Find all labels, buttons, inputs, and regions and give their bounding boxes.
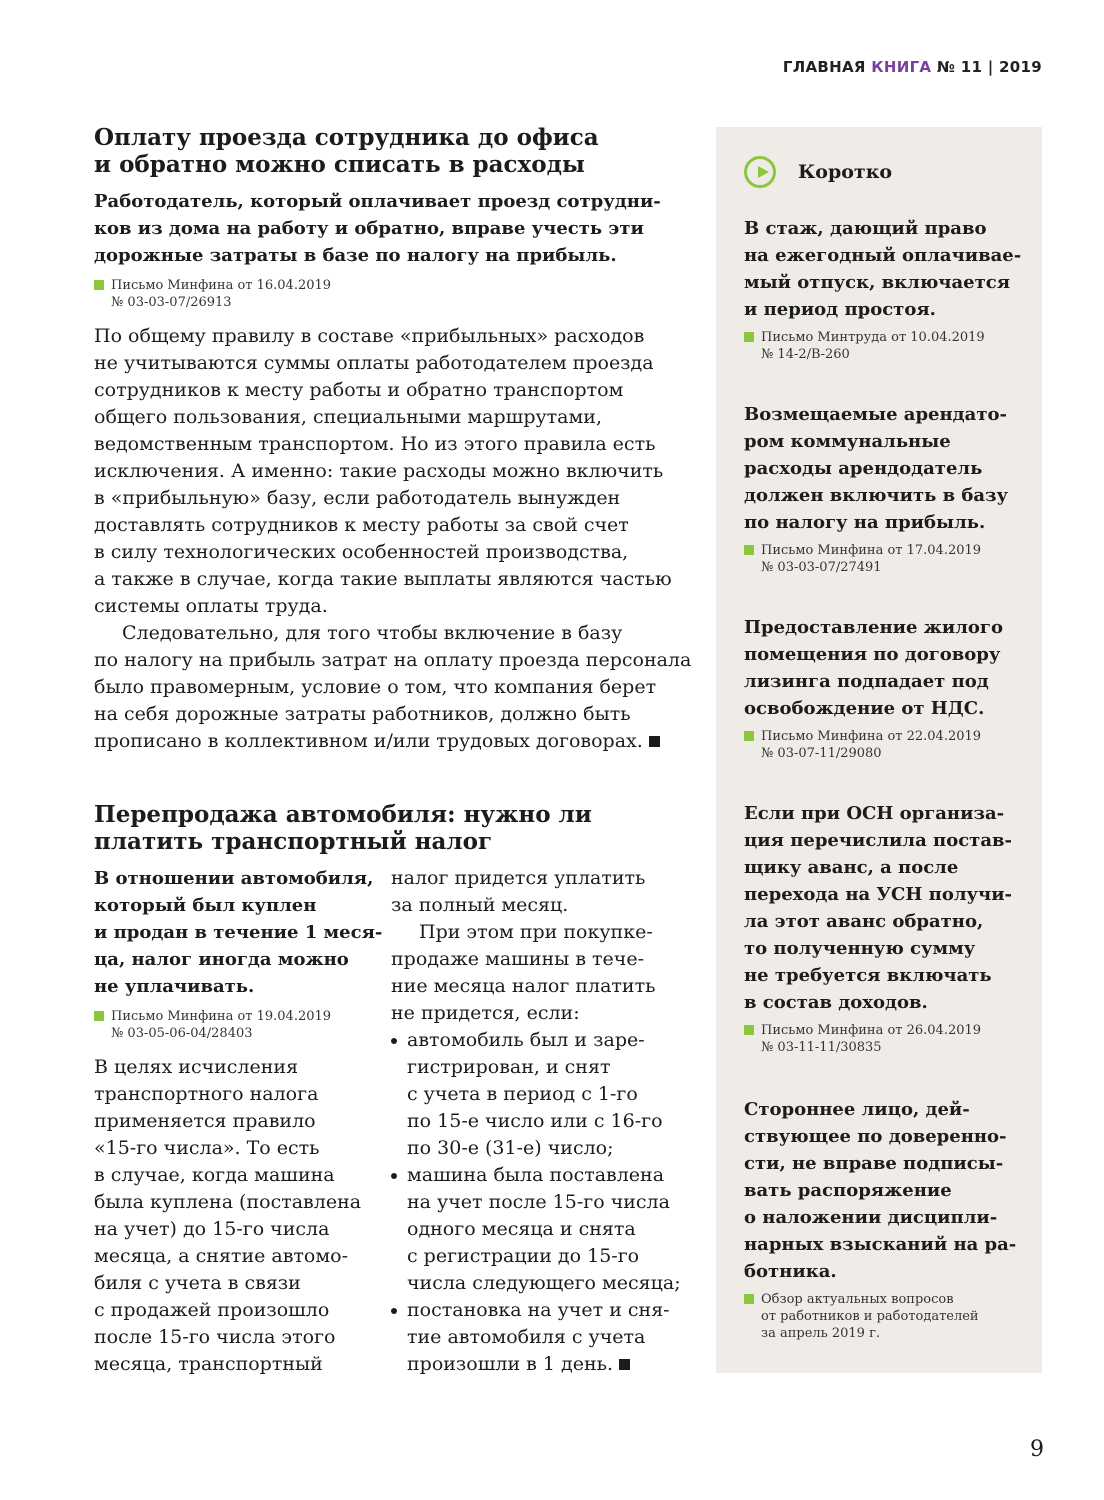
bullet-square-icon bbox=[94, 1011, 104, 1021]
article1-lead: Работодатель, который оплачивает проезд сотрудни- ков из дома на работу и обратно, вправе учесть эти дорожные затраты в базе по налогу на прибыль. bbox=[94, 191, 661, 266]
bullet-square-icon bbox=[94, 280, 104, 290]
article1-source: Письмо Минфина от 16.04.2019 № 03-03-07/26913 bbox=[94, 277, 331, 311]
brief-item: Возмещаемые арендато- ром коммунальные расходы арендодатель должен включить в базу по налогу на прибыль. Письмо Минфина от 17.04.2019 № 03-03-07/27491 bbox=[744, 401, 1034, 576]
list-item: постановка на учет и сня- тие автомобиля с учета произошли в 1 день. bbox=[391, 1297, 681, 1378]
end-of-article-icon bbox=[619, 1359, 630, 1370]
brief-sidebar bbox=[716, 127, 1042, 1373]
article1-body bbox=[94, 323, 691, 755]
brief-source: Обзор актуальных вопросов от работников и работодателей за апрель 2019 г. bbox=[744, 1291, 1034, 1342]
article2-column-1: В целях исчисления транспортного налога применяется правило «15-го числа». То есть в случае, когда машина была куплена (поставлена на учет) до 15-го числа месяца, а снятие автомо- биля с учета в связи с продажей произошло после 15-го числа этого месяца, транспортный bbox=[94, 1056, 362, 1375]
brief-source: Письмо Минфина от 17.04.2019 № 03-03-07/27491 bbox=[744, 542, 1034, 576]
bullet-square-icon bbox=[744, 1025, 754, 1035]
brief-item: Стороннее лицо, дей- ствующее по доверенно- сти, не вправе подписы- вать распоряжение о наложении дисципли- нарных взысканий на ра- ботника. Обзор актуальных вопросов от работников и работодателей за апрель 2019 г. bbox=[744, 1096, 1034, 1342]
bullet-square-icon bbox=[744, 545, 754, 555]
brief-source: Письмо Минтруда от 10.04.2019 № 14-2/В-260 bbox=[744, 329, 1034, 363]
article2-lead: В отношении автомобиля, который был куплен и продан в течение 1 меся- ца, налог иногда можно не уплачивать. bbox=[94, 868, 383, 997]
brief-item: Предоставление жилого помещения по договору лизинга подпадает под освобождение от НДС. Письмо Минфина от 22.04.2019 № 03-07-11/29080 bbox=[744, 614, 1034, 762]
brief-item: В стаж, дающий право на ежегодный оплачивае- мый отпуск, включается и период простоя. Письмо Минтруда от 10.04.2019 № 14-2/В-260 bbox=[744, 215, 1034, 363]
list-item: автомобиль был и заре- гистрирован, и снят с учета в период с 1-го по 15-е число или с 16-го по 30-е (31-е) число; bbox=[391, 1027, 681, 1162]
sidebar-header bbox=[744, 156, 1024, 196]
page-number: 9 bbox=[1030, 1437, 1044, 1462]
article2-title: Перепродажа автомобиля: нужно ли платить транспортный налог bbox=[94, 801, 592, 855]
conditions-list bbox=[391, 1027, 681, 1378]
play-icon bbox=[744, 156, 776, 188]
bullet-square-icon bbox=[744, 731, 754, 741]
brief-source: Письмо Минфина от 22.04.2019 № 03-07-11/29080 bbox=[744, 728, 1034, 762]
brief-item: Если при ОСН организа- ция перечислила постав- щику аванс, а после перехода на УСН получи- ла этот аванс обратно, то полученную сумму не требуется включать в состав доходов. Письмо Минфина от 26.04.2019 № 03-11-11/30835 bbox=[744, 800, 1034, 1056]
bullet-square-icon bbox=[744, 1294, 754, 1304]
running-header bbox=[783, 58, 1042, 76]
article1-paragraph-2: Следовательно, для того чтобы включение в базу по налогу на прибыль затрат на оплату проезда персонала было правомерным, условие о том, что компания берет на себя дорожные затраты работников, должно быть прописано в коллективном и/или трудовых договорах. bbox=[94, 622, 692, 752]
article2-column-2: налог придется уплатить за полный месяц. При этом при покупке- продаже машины в тече- ние месяца налог платить не придется, если: автомобиль был и заре- гистрирован, и снят с учета в период с 1-го по 15-е число или с 16-го по 30-е (31-е) число; машина была поставлена на учет после 15-го числа одного месяца и снята с регистрации до 15-го числа следующего месяца; постановка на учет и сня- тие автомобиля с учета произошли в 1 день. bbox=[391, 865, 681, 1378]
brief-source: Письмо Минфина от 26.04.2019 № 03-11-11/30835 bbox=[744, 1022, 1034, 1056]
article1-paragraph-1: По общему правилу в составе «прибыльных» расходов не учитываются суммы оплаты работодателем проезда сотрудников к месту работы и обратно транспортом общего пользования, специальными маршрутами, ведомственным транспортом. Но из этого правила есть исключения. А именно: такие расходы можно включить в «прибыльную» базу, если работодатель вынужден доставлять сотрудников к месту работы за свой счет в силу технологических особенностей производства, а также в случае, когда такие выплаты являются частью системы оплаты труда. bbox=[94, 325, 672, 617]
bullet-square-icon bbox=[744, 332, 754, 342]
header-issue: № 11 | 2019 bbox=[936, 58, 1042, 76]
header-brand: ГЛАВНАЯ bbox=[782, 58, 866, 76]
header-brand-accent: КНИГА bbox=[871, 58, 932, 76]
article1-title: Оплату проезда сотрудника до офиса и обратно можно списать в расходы bbox=[94, 124, 599, 178]
end-of-article-icon bbox=[649, 736, 660, 747]
list-item: машина была поставлена на учет после 15-го числа одного месяца и снята с регистрации до 15-го числа следующего месяца; bbox=[391, 1162, 681, 1297]
article2-source: Письмо Минфина от 19.04.2019 № 03-05-06-04/28403 bbox=[94, 1008, 331, 1042]
sidebar-title: Коротко bbox=[798, 161, 893, 183]
